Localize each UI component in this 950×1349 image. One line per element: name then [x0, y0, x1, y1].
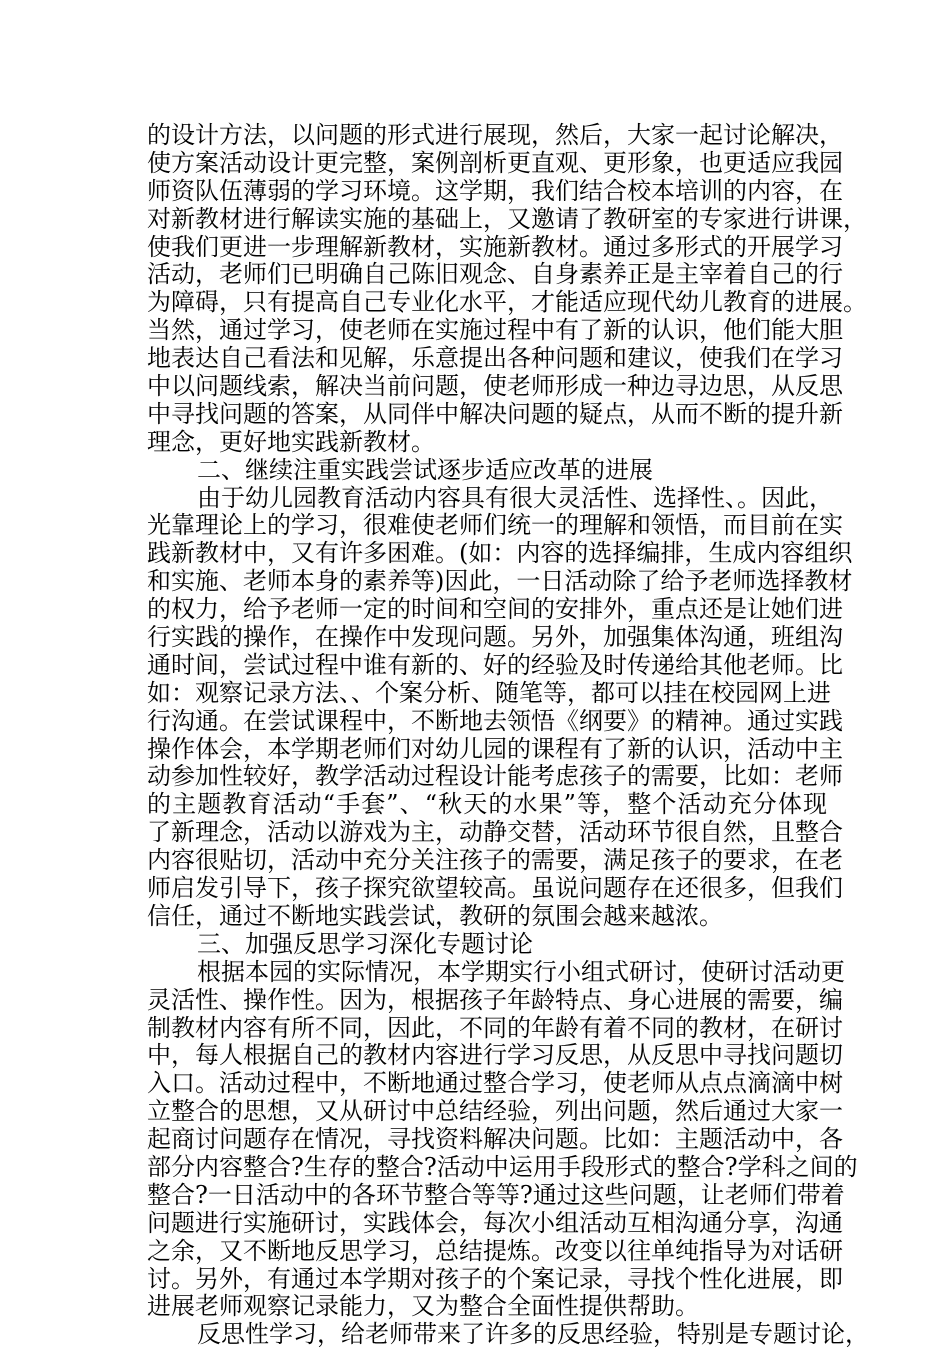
body-text [147, 121, 869, 1349]
text-line: 反思性学习，给老师带来了许多的反思经验，特别是专题讨论， [197, 1320, 869, 1349]
text-line: 当然，通过学习，使老师在实施过程中有了新的认识，他们能大胆 [147, 316, 843, 345]
text-line: 根据本园的实际情况，本学期实行小组式研讨，使研讨活动更 [197, 957, 845, 986]
text-line: 师启发引导下，孩子探究欲望较高。虽说问题存在还很多，但我们 [147, 874, 843, 903]
section-heading: 二、继续注重实践尝试逐步适应改革的进展 [197, 455, 653, 484]
text-line: 中寻找问题的答案，从同伴中解决问题的疑点，从而不断的提升新 [147, 399, 843, 428]
text-line: 内容很贴切，活动中充分关注孩子的需要，满足孩子的要求，在老 [147, 846, 843, 875]
text-line: 之余，又不断地反思学习，总结提炼。改变以往单纯指导为对话研 [147, 1236, 843, 1265]
text-line: 制教材内容有所不同，因此，不同的年龄有着不同的教材，在研讨 [147, 1013, 843, 1042]
text-line: 对新教材进行解读实施的基础上，又邀请了教研室的专家进行讲课， [147, 204, 867, 233]
text-line: 地表达自己看法和见解，乐意提出各种问题和建议，使我们在学习 [147, 344, 843, 373]
text-line: 的设计方法，以问题的形式进行展现，然后，大家一起讨论解决， [147, 121, 843, 149]
text-line: 入口。活动过程中，不断地通过整合学习，使老师从点点滴滴中树 [147, 1069, 843, 1098]
text-line: 中以问题线索，解决当前问题，使老师形成一种边寻边思，从反思 [147, 372, 843, 401]
text-line: 由于幼儿园教育活动内容具有很大灵活性、选择性、。因此， [197, 483, 833, 512]
text-line: 使方案活动设计更完整，案例剖析更直观、更形象，也更适应我园 [147, 148, 843, 177]
text-line: 讨。另外，有通过本学期对孩子的个案记录，寻找个性化进展，即 [147, 1264, 843, 1293]
text-line: 如：观察记录方法、、个案分析、随笔等，都可以挂在校园网上进 [147, 678, 831, 707]
text-line: 动参加性较好，教学活动过程设计能考虑孩子的需要，比如：老师 [147, 762, 843, 791]
text-line: 立整合的思想，又从研讨中总结经验，列出问题，然后通过大家一 [147, 1097, 843, 1126]
text-line: 活动，老师们已明确自己陈旧观念、自身素养正是主宰着自己的行 [147, 260, 843, 289]
text-line: 行实践的操作，在操作中发现问题。另外，加强集体沟通，班组沟 [147, 623, 843, 652]
text-line: 的主题教育活动“手套”、“秋天的水果”等，整个活动充分体现 [147, 790, 827, 819]
text-line: 为障碍，只有提高自己专业化水平，才能适应现代幼儿教育的进展。 [147, 288, 867, 317]
text-line: 了新理念，活动以游戏为主，动静交替，活动环节很自然，且整合 [147, 818, 843, 847]
text-line: 光靠理论上的学习，很难使老师们统一的理解和领悟，而目前在实 [147, 511, 843, 540]
section-heading: 三、加强反思学习深化专题讨论 [197, 929, 533, 958]
text-line: 进展老师观察记录能力，又为整合全面性提供帮助。 [147, 1292, 699, 1321]
text-line: 使我们更进一步理解新教材，实施新教材。通过多形式的开展学习 [147, 232, 843, 261]
text-line: 理念，更好地实践新教材。 [147, 427, 435, 456]
text-line: 师资队伍薄弱的学习环境。这学期，我们结合校本培训的内容，在 [147, 176, 843, 205]
text-line: 通时间，尝试过程中谁有新的、好的经验及时传递给其他老师。比 [147, 650, 843, 679]
text-line: 起商讨问题存在情况，寻找资料解决问题。比如：主题活动中，各 [147, 1125, 843, 1154]
text-line: 操作体会，本学期老师们对幼儿园的课程有了新的认识，活动中主 [147, 734, 843, 763]
text-line: 信任，通过不断地实践尝试，教研的氛围会越来越浓。 [147, 901, 723, 930]
text-line: 问题进行实施研讨，实践体会，每次小组活动互相沟通分享，沟通 [147, 1208, 843, 1237]
text-line: 和实施、老师本身的素养等)因此，一日活动除了给予老师选择教材 [147, 567, 853, 596]
text-line: 的权力，给予老师一定的时间和空间的安排外，重点还是让她们进 [147, 595, 843, 624]
text-line: 整合?一日活动中的各环节整合等等?通过这些问题，让老师们带着 [147, 1180, 845, 1209]
text-line: 行沟通。在尝试课程中，不断地去领悟《纲要》的精神。通过实践 [147, 706, 843, 735]
text-line: 部分内容整合?生存的整合?活动中运用手段形式的整合?学科之间的 [147, 1152, 858, 1181]
text-line: 践新教材中，又有许多困难。(如：内容的选择编排，生成内容组织 [147, 539, 853, 568]
text-line: 灵活性、操作性。因为，根据孩子年龄特点、身心进展的需要，编 [147, 985, 843, 1014]
text-line: 中，每人根据自己的教材内容进行学习反思，从反思中寻找问题切 [147, 1041, 843, 1070]
